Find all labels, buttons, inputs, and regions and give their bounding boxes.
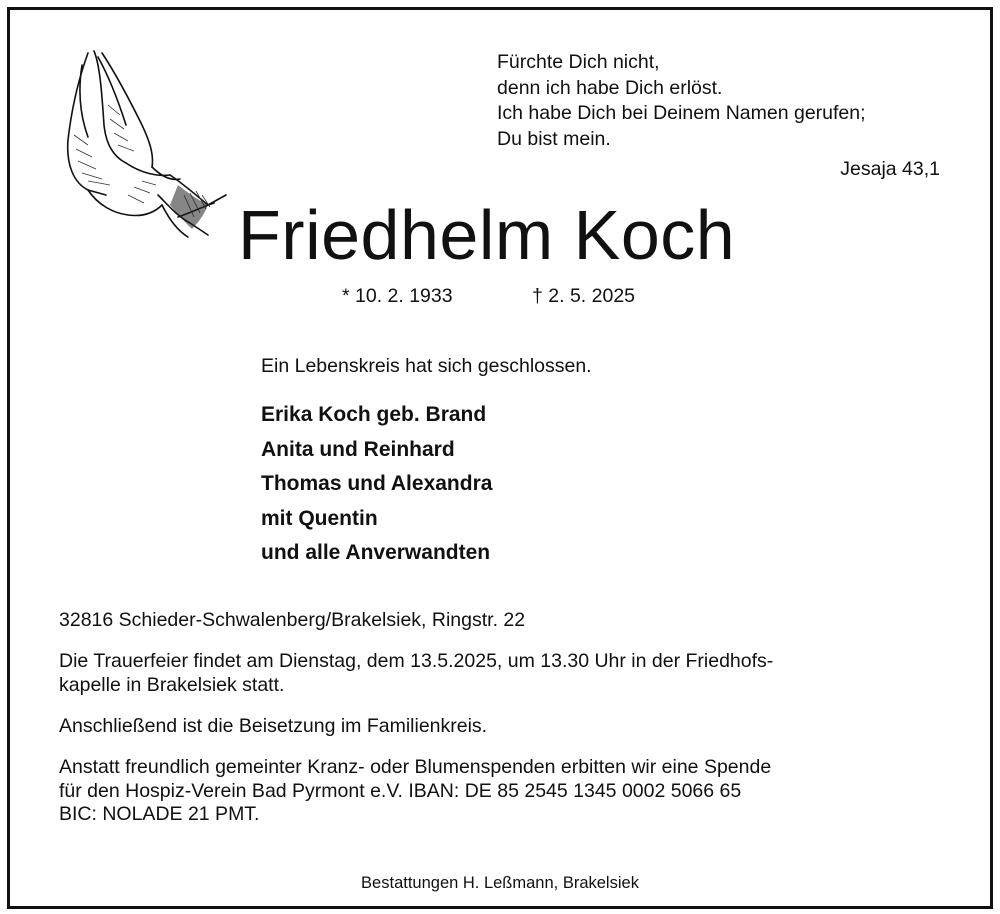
service-line: Die Trauerfeier findet am Dienstag, dem 13.5.2025, um 13.30 Uhr in der Friedhofs- (59, 650, 774, 672)
mourners-list (261, 398, 492, 571)
service-info (59, 650, 773, 697)
verse-line: denn ich habe Dich erlöst. (497, 76, 723, 99)
donation-line: für den Hospiz-Verein Bad Pyrmont e.V. IBAN: DE 85 2545 1345 0002 5066 65 (59, 779, 742, 802)
mourner-line: Thomas und Alexandra (261, 472, 493, 495)
verse-line: Ich habe Dich bei Deinem Namen gerufen; (497, 102, 866, 125)
death-date: † 2. 5. 2025 (532, 285, 636, 307)
burial-info: Anschließend ist die Beisetzung im Familienkreis. (59, 715, 488, 737)
undertaker: Bestattungen H. Leßmann, Brakelsiek (361, 874, 639, 892)
mourner-line: Anita und Reinhard (261, 437, 455, 461)
verse-line: Fürchte Dich nicht, (497, 51, 660, 73)
praying-hands-icon (58, 45, 230, 240)
donation-line: Anstatt freundlich gemeinter Kranz- oder Blumenspenden erbitten wir eine Spende (59, 756, 772, 778)
verse-line: Du bist mein. (497, 127, 611, 150)
mourner-line: Erika Koch geb. Brand (261, 403, 487, 426)
birth-date: * 10. 2. 1933 (342, 285, 453, 307)
address: 32816 Schieder-Schwalenberg/Brakelsiek, Ringstr. 22 (59, 609, 526, 631)
mourner-line: und alle Anverwandten (261, 541, 491, 564)
verse-reference: Jesaja 43,1 (840, 158, 940, 180)
deceased-name: Friedhelm Koch (238, 196, 736, 274)
service-line: kapelle in Brakelsiek statt. (59, 673, 285, 696)
mourner-line: mit Quentin (261, 506, 378, 530)
donation-line: BIC: NOLADE 21 PMT. (59, 803, 260, 825)
bible-verse (497, 50, 866, 152)
closing-line: Ein Lebenskreis hat sich geschlossen. (261, 355, 592, 377)
donation-info (59, 756, 771, 827)
